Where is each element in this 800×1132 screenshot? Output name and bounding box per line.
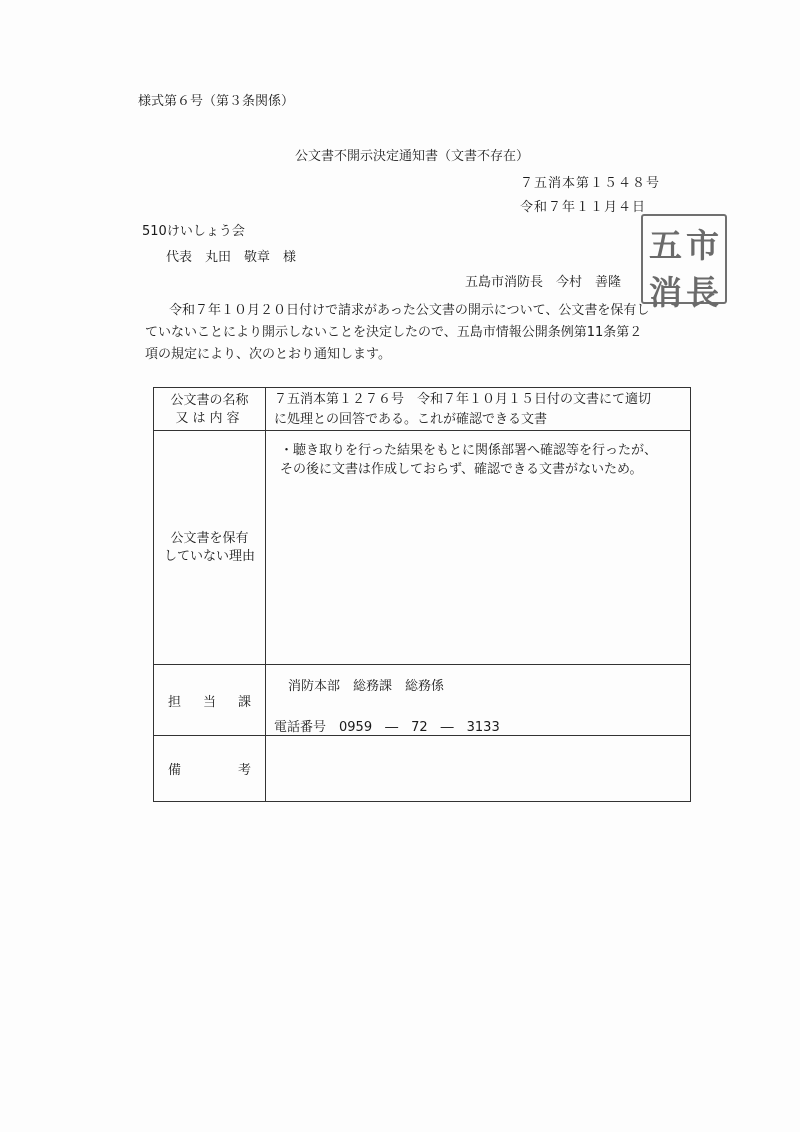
value-line: ７五消本第１２７６号 令和７年１０月１５日付の文書にて適切	[274, 392, 652, 407]
stamp-char: 消	[649, 273, 682, 312]
recipient-name: 代表 丸田 敬章 様	[166, 250, 297, 265]
value-reason	[266, 431, 691, 665]
body-line: 令和７年１０月２０日付けで請求があった公文書の開示について、公文書を保有し	[169, 303, 650, 318]
label-char: 担	[168, 694, 182, 710]
stamp-char: 五	[649, 226, 682, 265]
department-name: 消防本部 総務課 総務係	[288, 679, 445, 694]
label-line: していない理由	[163, 548, 255, 564]
label-line: 公文書を保有	[170, 530, 249, 546]
stamp-char: 長	[686, 273, 719, 312]
phone-number: 電話番号 0959 ― 72 ― 3133	[274, 720, 500, 735]
body-line: 項の規定により、次のとおり通知します。	[145, 347, 391, 362]
document-number: ７五消本第１５４８号	[520, 176, 661, 191]
recipient-organization: 510けいしょう会	[142, 224, 245, 239]
body-line: ていないことにより開示しないことを決定したので、五島市情報公開条例第11条第２	[145, 325, 643, 340]
notice-table	[153, 387, 691, 802]
value-line: に処理との回答である。これが確認できる文書	[274, 412, 548, 427]
label-document-name	[154, 388, 266, 431]
value-line: ・聴き取りを行った結果をもとに関係部署へ確認等を行ったが、	[280, 443, 658, 458]
label-char: 備	[168, 763, 182, 778]
value-line: その後に文書は作成しておらず、確認できる文書がないため。	[280, 462, 643, 477]
official-seal-stamp	[641, 214, 727, 312]
value-department	[266, 665, 691, 736]
label-char: 当	[202, 694, 216, 710]
label-reason	[154, 431, 266, 665]
label-char: 考	[237, 763, 251, 778]
table-row-reason	[154, 431, 691, 665]
stamp-char: 市	[686, 226, 719, 265]
value-remarks	[266, 736, 691, 802]
table-row-department	[154, 665, 691, 736]
sender-name: 五島市消防長 今村 善隆	[465, 275, 622, 290]
label-char: 課	[237, 694, 251, 710]
label-line: 又は内容	[175, 411, 244, 426]
table-row-document-name	[154, 388, 691, 431]
notice-body	[145, 300, 685, 366]
document-title: 公文書不開示決定通知書（文書不存在）	[295, 149, 530, 164]
form-number: 様式第６号（第３条関係）	[138, 94, 295, 109]
label-department	[154, 665, 266, 736]
label-line: 公文書の名称	[170, 393, 249, 408]
value-document-name	[266, 388, 691, 431]
label-remarks	[154, 736, 266, 802]
table-row-remarks	[154, 736, 691, 802]
document-date: 令和７年１１月４日	[520, 200, 647, 215]
